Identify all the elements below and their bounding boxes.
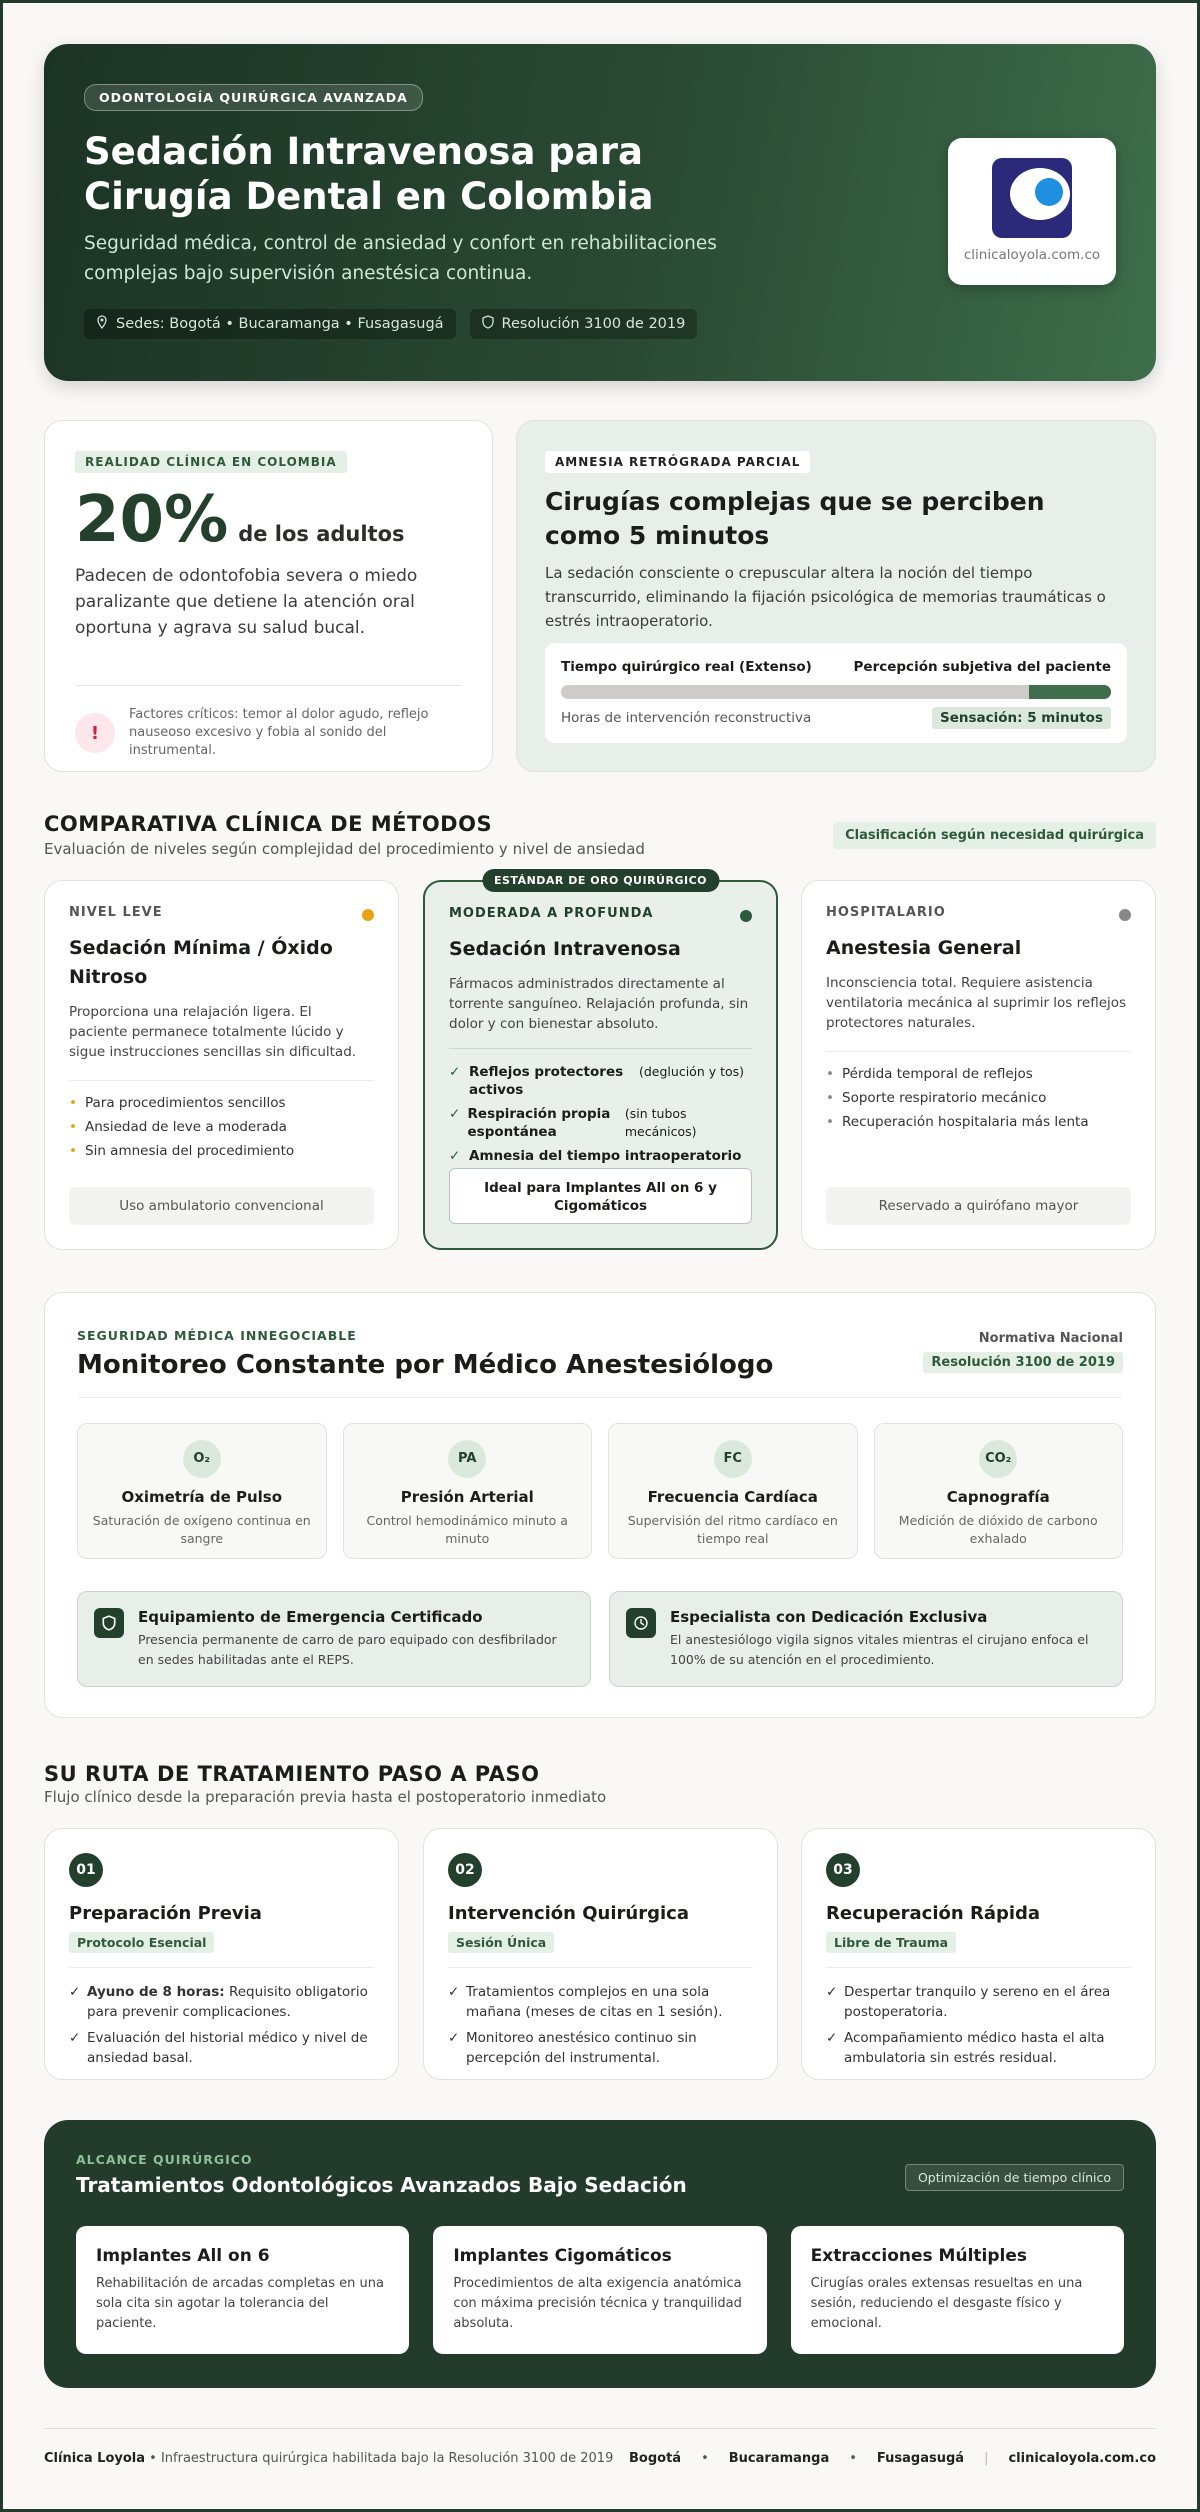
gold-standard-badge: ESTÁNDAR DE ORO QUIRÚRGICO	[482, 869, 719, 892]
list-item: ✓ Ayuno de 8 horas: Requisito obligatorio para prevenir complicaciones.	[69, 1982, 374, 2022]
method-text: Proporciona una relajación ligera. El paciente permanece totalmente lúcido y sigue instrucciones sencillas sin dificultad.	[69, 1004, 357, 1060]
oxygen-icon: O₂	[183, 1440, 221, 1478]
step-title: Preparación Previa	[69, 1903, 262, 1924]
check-icon: ✓	[449, 1106, 461, 1122]
list-item: • Recuperación hospitalaria más lenta	[826, 1110, 1131, 1134]
list-item: • Sin amnesia del procedimiento	[69, 1139, 374, 1163]
perception-fill	[1029, 685, 1112, 699]
checklist	[449, 1048, 752, 1165]
ideal-for-button[interactable]: Ideal para Implantes All on 6 y Cigomáticos	[449, 1168, 752, 1224]
status-dot	[740, 910, 752, 922]
step-number: 01	[69, 1853, 103, 1887]
step-tag: Protocolo Esencial	[69, 1932, 214, 1953]
stat-tag: REALIDAD CLÍNICA EN COLOMBIA	[75, 451, 347, 473]
optimization-badge: Optimización de tiempo clínico	[905, 2164, 1124, 2191]
stat-description: Padecen de odontofobia severa o miedo paralizante que detiene la atención oral oportuna y agrava su salud bucal.	[75, 566, 418, 638]
hero-subtitle: Seguridad médica, control de ansiedad y confort en rehabilitaciones complejas bajo supervisión anestésica continua.	[84, 233, 717, 284]
method-list	[826, 1051, 1131, 1134]
pressure-icon: PA	[448, 1440, 486, 1478]
vital-card: PA Presión Arterial Control hemodinámico minuto a minuto	[343, 1423, 593, 1559]
sedes-chip	[84, 309, 456, 339]
step-number: 03	[826, 1853, 860, 1887]
location-pin-icon	[96, 315, 108, 333]
method-list	[69, 1080, 374, 1163]
clock-icon	[626, 1608, 656, 1638]
comparativa-subtitle: Evaluación de niveles según complejidad del procedimiento y nivel de ansiedad	[44, 840, 645, 858]
ruta-subtitle: Flujo clínico desde la preparación previa hasta el postoperatorio inmediato	[44, 1788, 607, 1806]
clinic-logo-icon	[992, 158, 1072, 238]
footer-url-link[interactable]: clinicaloyola.com.co	[1008, 2451, 1156, 2466]
monitoring-section	[44, 1292, 1156, 1718]
alcance-section	[44, 2120, 1156, 2388]
list-item: ✓ Evaluación del historial médico y nivel de ansiedad basal.	[69, 2028, 374, 2068]
divider	[77, 1397, 1123, 1398]
list-item: ✓ Acompañamiento médico hasta el alta ambulatoria sin estrés residual.	[826, 2028, 1131, 2068]
list-item: • Soporte respiratorio mecánico	[826, 1086, 1131, 1110]
step-card	[801, 1828, 1156, 2080]
amnesia-tag: AMNESIA RETRÓGRADA PARCIAL	[545, 451, 810, 473]
method-card-intravenosa[interactable]	[423, 874, 778, 1250]
step-title: Intervención Quirúrgica	[448, 1903, 689, 1924]
step-tag: Libre de Trauma	[826, 1932, 956, 1953]
alert-icon: !	[75, 713, 115, 753]
vital-card: O₂ Oximetría de Pulso Saturación de oxígeno continua en sangre	[77, 1423, 327, 1559]
step-title: Recuperación Rápida	[826, 1903, 1041, 1924]
critical-factors-text: Factores críticos: temor al dolor agudo, reflejo nauseoso excesivo y fobia al sonido del instrumental.	[129, 707, 429, 758]
status-dot	[362, 909, 374, 921]
method-footer: Uso ambulatorio convencional	[69, 1187, 374, 1225]
method-title: Sedación Mínima / Óxido Nitroso	[69, 937, 333, 988]
amnesia-title: Cirugías complejas que se perciben como 5 minutos	[545, 487, 1045, 550]
method-text: Fármacos administrados directamente al torrente sanguíneo. Relajación profunda, sin dolor y con bienestar absoluto.	[449, 976, 749, 1032]
bar-left-label: Tiempo quirúrgico real (Extenso)	[561, 659, 812, 675]
heart-rate-icon: FC	[714, 1440, 752, 1478]
shield-icon	[94, 1608, 124, 1638]
step-card	[423, 1828, 778, 2080]
stat-figure	[75, 483, 462, 557]
stat-value: 20%	[75, 483, 229, 557]
check-icon: ✓	[449, 1148, 461, 1164]
list-item: • Ansiedad de leve a moderada	[69, 1115, 374, 1139]
monitoring-tag: SEGURIDAD MÉDICA INNEGOCIABLE	[77, 1328, 357, 1343]
method-card-general[interactable]	[801, 880, 1156, 1250]
method-level: MODERADA A PROFUNDA	[449, 906, 654, 921]
footer-city: Fusagasugá	[876, 2451, 965, 2466]
step-number: 02	[448, 1853, 482, 1887]
list-item: • Pérdida temporal de reflejos	[826, 1062, 1131, 1086]
treatment-card[interactable]: Implantes All on 6 Rehabilitación de arcadas completas en una sola cita sin agotar la tolerancia del paciente.	[76, 2226, 409, 2354]
sensation-badge: Sensación: 5 minutos	[932, 707, 1111, 729]
list-item: • Para procedimientos sencillos	[69, 1091, 374, 1115]
normativa: Normativa Nacional Resolución 3100 de 2019	[923, 1331, 1123, 1373]
bar-caption: Horas de intervención reconstructiva	[561, 710, 812, 726]
monitoring-title: Monitoreo Constante por Médico Anestesiólogo	[77, 1350, 774, 1380]
method-text: Inconsciencia total. Requiere asistencia ventilatoria mecánica al suprimir los reflejos protectores naturales.	[826, 975, 1127, 1031]
time-perception-bar	[545, 643, 1127, 743]
stat-unit: de los adultos	[238, 522, 405, 546]
classification-badge: Clasificación según necesidad quirúrgica	[833, 822, 1156, 849]
check-item: ✓ Reflejos protectores activos (deglución y tos)	[449, 1064, 745, 1098]
treatment-card[interactable]: Extracciones Múltiples Cirugías orales extensas resueltas en una sesión, reduciendo el desgaste físico y emocional.	[791, 2226, 1124, 2354]
normativa-badge: Resolución 3100 de 2019	[923, 1352, 1123, 1373]
page-footer: Clínica Loyola • Infraestructura quirúrgica habilitada bajo la Resolución 3100 de 2019 Bogotá • Bucaramanga • Fusagasugá | clinicaloyola.com.co	[44, 2428, 1156, 2488]
step-card	[44, 1828, 399, 2080]
co2-icon: CO₂	[979, 1440, 1017, 1478]
ruta-title: SU RUTA DE TRATAMIENTO PASO A PASO	[44, 1762, 540, 1786]
check-item: ✓ Amnesia del tiempo intraoperatorio	[449, 1148, 742, 1164]
hero-banner	[44, 44, 1156, 381]
emergency-equipment-card: Equipamiento de Emergencia Certificado Presencia permanente de carro de paro equipado con desfibrilador en sedes habilitadas ante el REPS.	[77, 1591, 591, 1687]
comparativa-title: COMPARATIVA CLÍNICA DE MÉTODOS	[44, 812, 493, 836]
method-footer: Reservado a quirófano mayor	[826, 1187, 1131, 1225]
resolution-chip	[470, 309, 698, 339]
vital-card: FC Frecuencia Cardíaca Supervisión del ritmo cardíaco en tiempo real	[608, 1423, 858, 1559]
clinic-logo-card[interactable]	[948, 138, 1116, 285]
method-card-leve[interactable]	[44, 880, 399, 1250]
dedicated-specialist-card: Especialista con Dedicación Exclusiva El anestesiólogo vigila signos vitales mientras el cirujano enfoca el 100% de su atención en el procedimiento.	[609, 1591, 1123, 1687]
footer-text: • Infraestructura quirúrgica habilitada bajo la Resolución 3100 de 2019	[145, 2451, 614, 2466]
footer-city: Bucaramanga	[728, 2451, 830, 2466]
amnesia-card	[516, 420, 1156, 772]
list-item: ✓ Tratamientos complejos en una sola mañana (meses de citas en 1 sesión).	[448, 1982, 753, 2022]
sedes-text: Sedes: Bogotá • Bucaramanga • Fusagasugá	[116, 316, 444, 332]
method-title: Sedación Intravenosa	[449, 938, 681, 960]
vital-card: CO₂ Capnografía Medición de dióxido de carbono exhalado	[874, 1423, 1124, 1559]
method-level: HOSPITALARIO	[826, 905, 946, 920]
footer-city: Bogotá	[629, 2451, 682, 2466]
method-level: NIVEL LEVE	[69, 905, 163, 920]
shield-icon	[482, 315, 494, 333]
statistic-card	[44, 420, 493, 772]
check-item: ✓ Respiración propia espontánea (sin tubos mecánicos)	[449, 1106, 697, 1140]
alcance-tag: ALCANCE QUIRÚRGICO	[76, 2152, 253, 2167]
amnesia-text: La sedación consciente o crepuscular altera la noción del tiempo transcurrido, eliminando la fijación psicológica de memorias traumáticas o estrés intraoperatorio.	[545, 564, 1106, 630]
alcance-title: Tratamientos Odontológicos Avanzados Bajo Sedación	[76, 2173, 687, 2197]
hero-title: Sedación Intravenosa para Cirugía Dental en Colombia	[84, 130, 654, 218]
bar-right-label: Percepción subjetiva del paciente	[853, 659, 1111, 675]
step-tag: Sesión Única	[448, 1932, 554, 1953]
time-bar-track	[561, 685, 1111, 699]
footer-brand: Clínica Loyola	[44, 2451, 146, 2466]
status-dot	[1119, 909, 1131, 921]
method-title: Anestesia General	[826, 937, 1022, 959]
logo-url: clinicaloyola.com.co	[963, 247, 1101, 263]
hero-pill: ODONTOLOGÍA QUIRÚRGICA AVANZADA	[84, 84, 423, 111]
check-icon: ✓	[449, 1064, 461, 1080]
treatment-card[interactable]: Implantes Cigomáticos Procedimientos de alta exigencia anatómica con máxima precisión técnica y tranquilidad absoluta.	[433, 2226, 766, 2354]
list-item: ✓ Monitoreo anestésico continuo sin percepción del instrumental.	[448, 2028, 753, 2068]
critical-factors	[75, 685, 462, 760]
resolution-text: Resolución 3100 de 2019	[501, 316, 686, 332]
list-item: ✓ Despertar tranquilo y sereno en el área postoperatoria.	[826, 1982, 1131, 2022]
